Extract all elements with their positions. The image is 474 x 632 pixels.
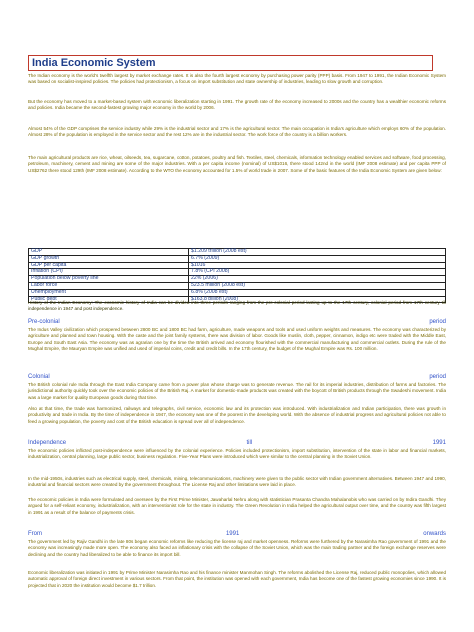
independence-paragraph-2: In the mid-1950s, industries such as electrical supply, steel, chemicals, mining, telecommunications, machinery were given to the public sector with Indian government alternatives. Between 1947 and 1990, industrial and financial sectors were created by the government throughout. The License Raj and other limitations were laid in place. (28, 476, 446, 488)
independence-paragraph-3: The economic policies in India were formulated and overseen by the First Prime Minister, Jawaharlal Nehru along with statistician Prasanta Chandra Mahalanobis who was carried on by Indira Gandhi. They argued for a self-reliant economy, industrialization, with an interventionist role for the state in industry. The Green Revolution in India helped the agricultural output over time, and the country was fifth largest in 1991 as a result of the balance of payments crisis. (28, 497, 446, 515)
liberalization-paragraph: Economic liberalization was initiated in 1991 by Prime Minister Narasimha Rao and his finance minister Manmohan Singh. The reforms abolished the License Raj, reduced public monopolies, which allowed automatic approval of foreign direct investment in various sectors. From that point, the institution was opened with each government, India has become one of the fastest growing economies since 1990. It is projected that in 2020 the institution would become $1.7 trillion. (28, 570, 446, 588)
precolonial-heading-left: Pre-colonial (28, 319, 60, 325)
fact-label: Labor force (29, 282, 189, 289)
fact-value: $1.209 trillion (2008 est) (189, 249, 446, 256)
colonial-heading (28, 374, 446, 381)
from1991-heading-right: onwards (423, 531, 446, 537)
fact-label: Unemployment (29, 289, 189, 296)
from1991-heading-left: From (28, 531, 42, 537)
fact-value: 6.8% (2008 est) (189, 289, 446, 296)
precolonial-heading-right: period (429, 319, 446, 325)
fact-label: Public debt (29, 296, 189, 303)
fact-label: GDP (29, 249, 189, 256)
fact-value: 7.8% (CPI 2008) (189, 269, 446, 276)
independence-heading (28, 440, 446, 447)
colonial-heading-right: period (429, 374, 446, 380)
independence-heading-mid: till (246, 440, 253, 446)
fact-value: 523.5 million (2008 est) (189, 282, 446, 289)
colonial-paragraph: The British colonial rule India through the East India Company came from a power plan whose charge was to generate revenue. The rail for its imperial industries, distribution of farms and factories. The jurisdictional authority quickly took over the economic policies of the British Raj. A market for domestic-made products was created with the boycott of British products through the Swadeshi movement. India was a large market for quality European goods during that time. (28, 382, 446, 400)
precolonial-heading (28, 319, 446, 326)
fact-value: 22% (2006) (189, 276, 446, 283)
facts-row (29, 262, 446, 269)
history-intro-paragraph: History of the Indian Economy: The economic history of India can be divided into three periods ranging from the pre-colonial period lasting up to the 17th century, colonial period from 17th century till independence in 1947 and post independence. (28, 300, 446, 312)
fact-label: GDP growth (29, 255, 189, 262)
precolonial-paragraph: The Indus Valley civilization which prospered between 2800 BC and 1800 BC had farm, agriculture, made weapons and tools and used uniform weights and measures. The economy was characterized by agriculture and planned and town housing. With the caste and the joint family systems, there was division of labor. Goods like muslin, cloth, pepper, cinnamon, indigo etc were traded with the Middle East, Europe and South East Asia. The economy was as agrarian one by the time the British arrived and economy flourished with the commercial manufacturing and commercial outlets. During the rule of the Mughal Empire, the Mauryan Empire was unified and used of imperial coins, credit and credit bills. In the 17th century, the budget of the Mughal Empire was Rs. 100 million. (28, 327, 446, 351)
fact-label: Population below poverty line (29, 276, 189, 283)
independence-heading-right: 1991 (432, 440, 446, 446)
fact-value: $1016 (189, 262, 446, 269)
economic-facts-table (28, 248, 446, 303)
fact-value: 6.7% (2009) (189, 255, 446, 262)
facts-row (29, 255, 446, 262)
from1991-heading (28, 531, 446, 538)
reform-paragraph: But the economy has moved to a market-based system with economic liberalization starting in 1991. The growth rate of the economy increased to 2000s and the country has a wealthier economic reforms and policies. India became the second-fastest growing major economy in the world by 2006. (28, 99, 446, 111)
colonial-heading-left: Colonial (28, 374, 50, 380)
industry-paragraph: The main agricultural products are rice, wheat, oilseeds, tea, sugarcane, cotton, potatoes, poultry and fish. Textiles, steel, chemicals, information technology enabled services and software, food processing, petroleum, machinery, cement and mining are some of the major industries. With a per capita income (nominal) of US$1016, there stood 142nd in the world (IMF 2008 estimate) and per capita PPP of US$2762 there stood 129th (IMF 2008 estimate). According to the WTO the economy accounted for 1.5% of world trade in 2007. Some of the basic features of the India Economic System are given below: (28, 155, 446, 173)
fact-label: GDP per capita (29, 262, 189, 269)
independence-paragraph: The economic policies inflicted post-independence were influenced by the colonial experience. Policies included protectionism, import substitution, intervention of the state in labor and financial markets, industrialization, central planning, large public sector, business regulation. Five-Year Plans were introduced which were similar to the central planning in the Soviet Union. (28, 448, 446, 460)
intro-paragraph: The Indian economy is the world's twelfth largest by market exchange rates. It is also the fourth largest economy by purchasing power parity (PPP) basis. From 1947 to 1991, the Indian Economic System was based on socialist-inspired policies. The policies had protectionism, a focus on import substitution and state ownership of industries, leading to slow growth and corruption. (28, 73, 446, 85)
colonial-paragraph-2: Also at that time, the trade was harmonized, railways and telegraphs, civil service, economic law and its protection was introduced. With industrialization and Indian participation, there was growth in productivity and trade in India. By the time of independence in 1947, the economy was one of the poorest in the developing world. With the absence of industrial progress and agricultural policies not able to feed a growing population, the poverty and cost of the British education is spread over all of independence. (28, 406, 446, 424)
facts-row (29, 282, 446, 289)
sector-paragraph: Almost 54% of the GDP comprises the service industry while 29% is the industrial sector and 17% is the agricultural sector. The main occupation is India's agriculture which employs 60% of the population. Almost 28% of the population is employed in the service sector and the rest 12% are in the industrial sector. The work force of the country is a billion workers. (28, 126, 446, 138)
fact-value: $163.8 billion (2008) (189, 296, 446, 303)
fact-label: Inflation (CPI) (29, 269, 189, 276)
facts-row (29, 249, 446, 256)
page-title: India Economic System (32, 57, 156, 69)
from1991-paragraph: The government led by Rajiv Gandhi in the late 80s began economic reforms like reducing the license raj and market openness. Reforms were furthered by the Narasimha Rao government of 1991 and the economy was increasingly made more open. The economy also faced an inflationary crisis with the collapse of the Soviet Union, which was the main trading partner and the foreign exchange reserves were declining and the country had liberalized to be able to finance its import bill. (28, 539, 446, 557)
from1991-heading-mid: 1991 (225, 531, 240, 537)
independence-heading-left: Independence (28, 440, 67, 446)
title-box (28, 55, 433, 71)
